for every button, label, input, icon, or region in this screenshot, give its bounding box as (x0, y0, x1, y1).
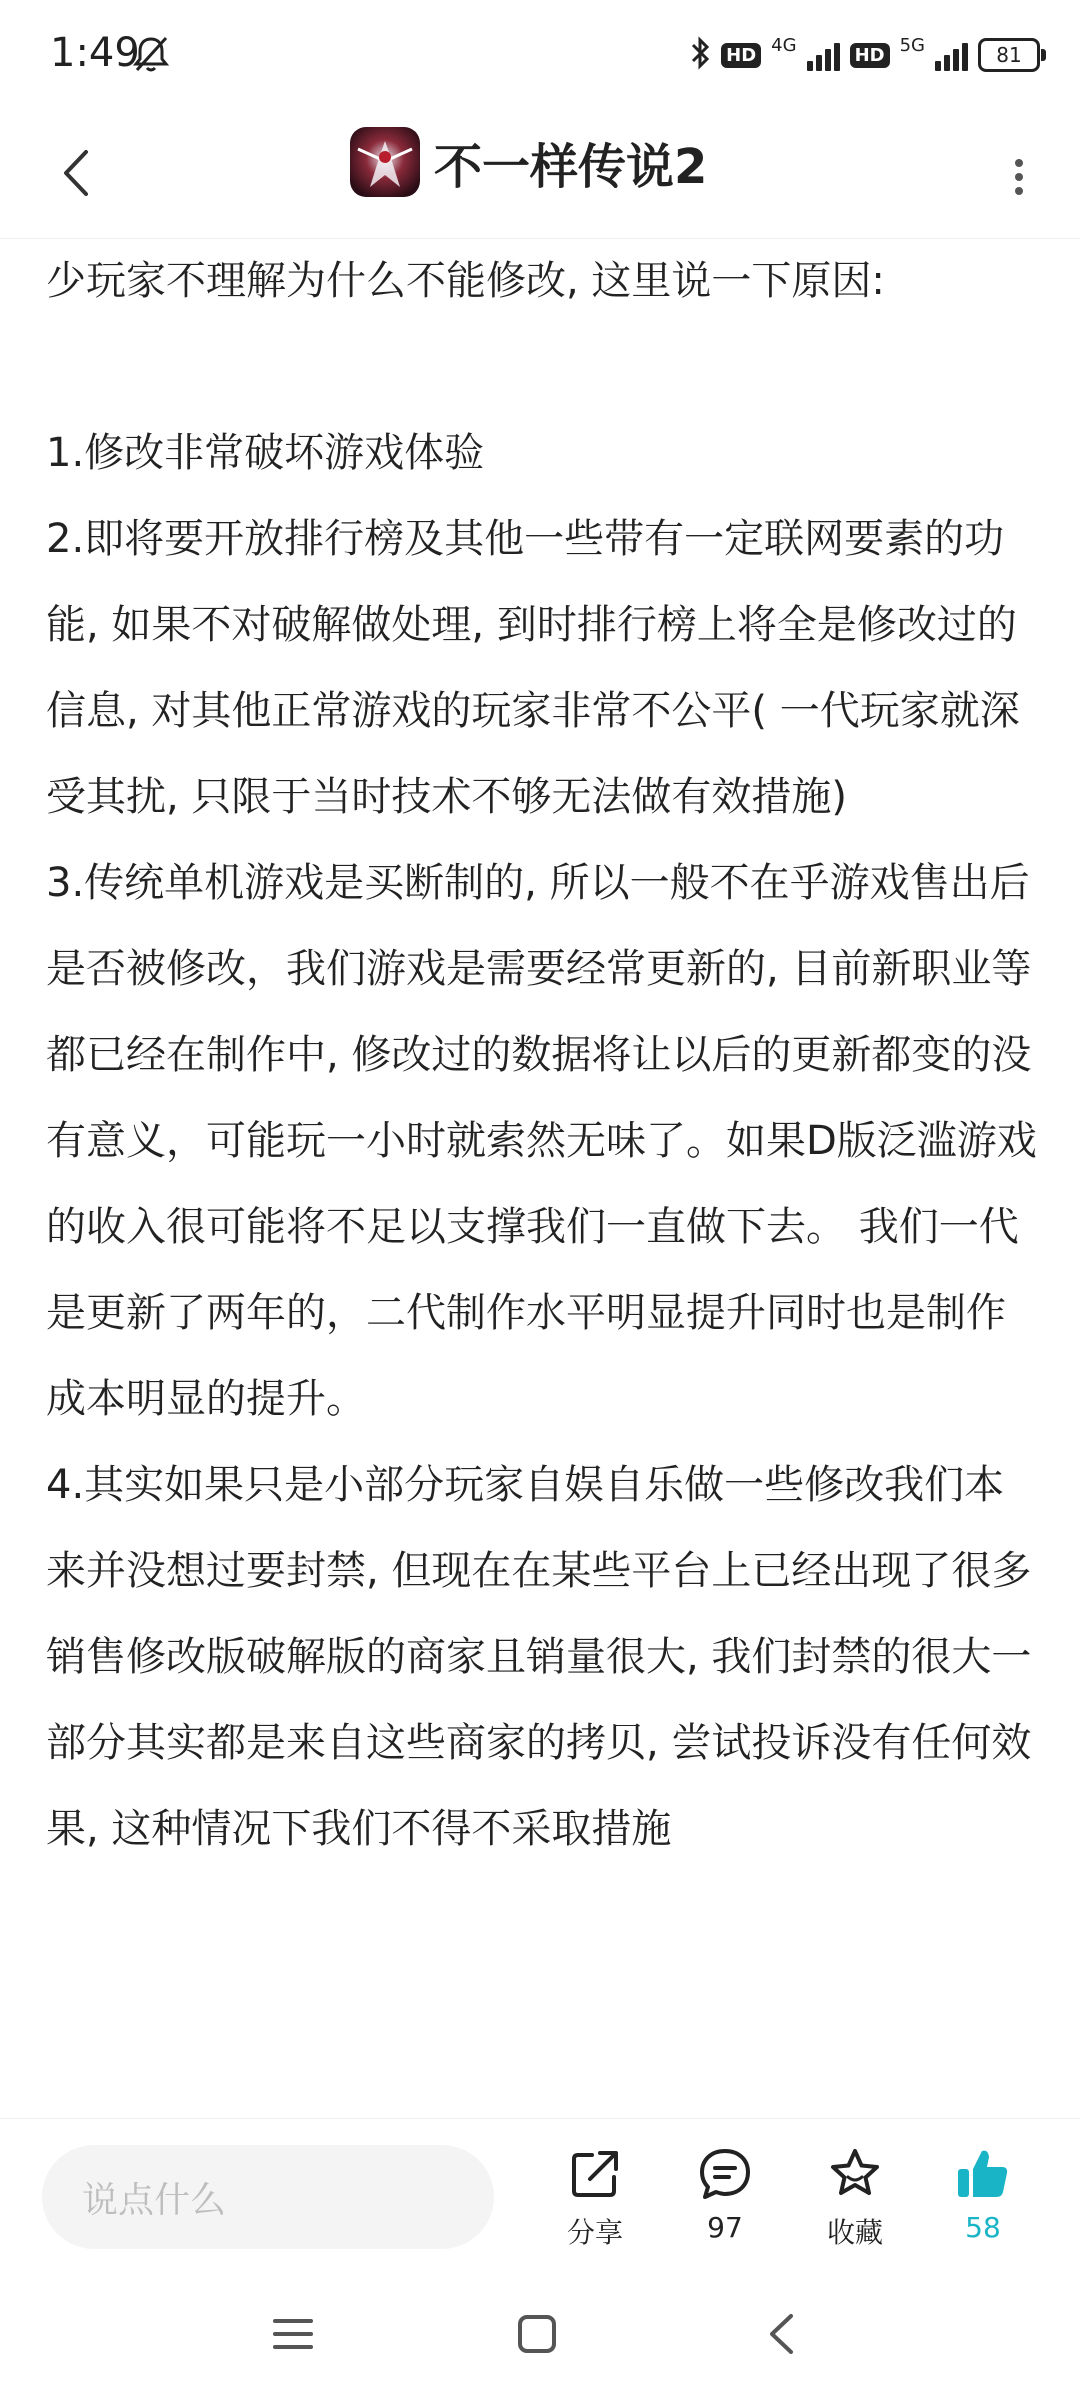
comment-input[interactable] (42, 2145, 494, 2249)
status-bar (0, 0, 1080, 112)
favorite-label: 收藏 (826, 2216, 883, 2249)
post-paragraph: 3.传统单机游戏是买断制的, 所以一般不在乎游戏售出后是否被修改，我们游戏是需要经常更新的, 目前新职业等都已经在制作中, 修改过的数据将让以后的更新都变的没有意义，可能玩一小时就索然无味了。如果D版泛滥游戏的收入很可能将不足以支撑我们一直做下去。 我们一代是更新了两年的，二代制作水平明显提升同时也是制作成本明显的提升。 (46, 860, 1037, 1422)
network-type-label: 5G (899, 34, 925, 56)
likes-count: 58 (965, 2211, 1001, 2244)
home-button[interactable] (502, 2302, 572, 2366)
comment-placeholder: 说点什么 (82, 2179, 227, 2221)
status-time: 1:49 (50, 30, 140, 76)
like-button[interactable] (928, 2145, 1038, 2244)
post-paragraph: 少玩家不理解为什么不能修改, 这里说一下原因: (46, 258, 885, 304)
signal-strength-icon (935, 39, 968, 71)
battery-level: 81 (996, 43, 1022, 67)
title-group (350, 127, 707, 197)
comments-button[interactable] (670, 2145, 780, 2244)
comment-bubble-icon (696, 2145, 754, 2203)
thumbs-up-icon (954, 2145, 1012, 2203)
top-app-bar (0, 112, 1080, 239)
status-indicators (689, 30, 1040, 80)
back-button[interactable] (40, 138, 110, 208)
post-paragraph: 1.修改非常破坏游戏体验 (46, 430, 485, 476)
square-home-icon (517, 2314, 557, 2354)
comments-count: 97 (707, 2211, 743, 2244)
hd-badge: HD (721, 43, 761, 68)
share-button[interactable] (540, 2145, 650, 2251)
post-paragraph: 4.其实如果只是小部分玩家自娱自乐做一些修改我们本来并没想过要封禁, 但现在在某些平台上已经出现了很多销售修改版破解版的商家且销量很大, 我们封禁的很大一部分其实都是来自这些商家的拷贝, 尝试投诉没有任何效果, 这种情况下我们不得不采取措施 (46, 1462, 1032, 1852)
post-paragraph: 2.即将要开放排行榜及其他一些带有一定联网要素的功能, 如果不对破解做处理, 到时排行榜上将全是修改过的信息, 对其他正常游戏的玩家非常不公平( 一代玩家就深受其扰, 只限于当时技术不够无法做有效措施) (46, 516, 1020, 820)
triangle-back-icon (767, 2312, 795, 2356)
system-back-button[interactable] (746, 2302, 816, 2366)
blank-line (46, 324, 1042, 410)
network-type-label: 4G (771, 34, 797, 56)
bottom-action-bar (0, 2118, 1080, 2269)
more-options-button[interactable] (994, 142, 1044, 212)
page-title: 不一样传说2 (434, 138, 708, 195)
favorite-button[interactable] (800, 2145, 910, 2251)
hd-badge: HD (850, 43, 890, 68)
recent-apps-button[interactable] (258, 2302, 328, 2366)
share-label: 分享 (566, 2216, 623, 2249)
more-vertical-icon (1013, 157, 1025, 197)
bluetooth-icon (689, 35, 711, 75)
star-icon (826, 2145, 884, 2203)
signal-strength-icon (807, 39, 840, 71)
chevron-left-icon (60, 148, 90, 198)
bell-muted-icon (132, 34, 170, 78)
battery-icon (978, 38, 1040, 72)
game-app-icon (350, 127, 420, 197)
menu-lines-icon (272, 2316, 314, 2352)
system-nav-bar (0, 2268, 1080, 2400)
share-icon (566, 2145, 624, 2203)
post-body (46, 238, 1042, 1872)
